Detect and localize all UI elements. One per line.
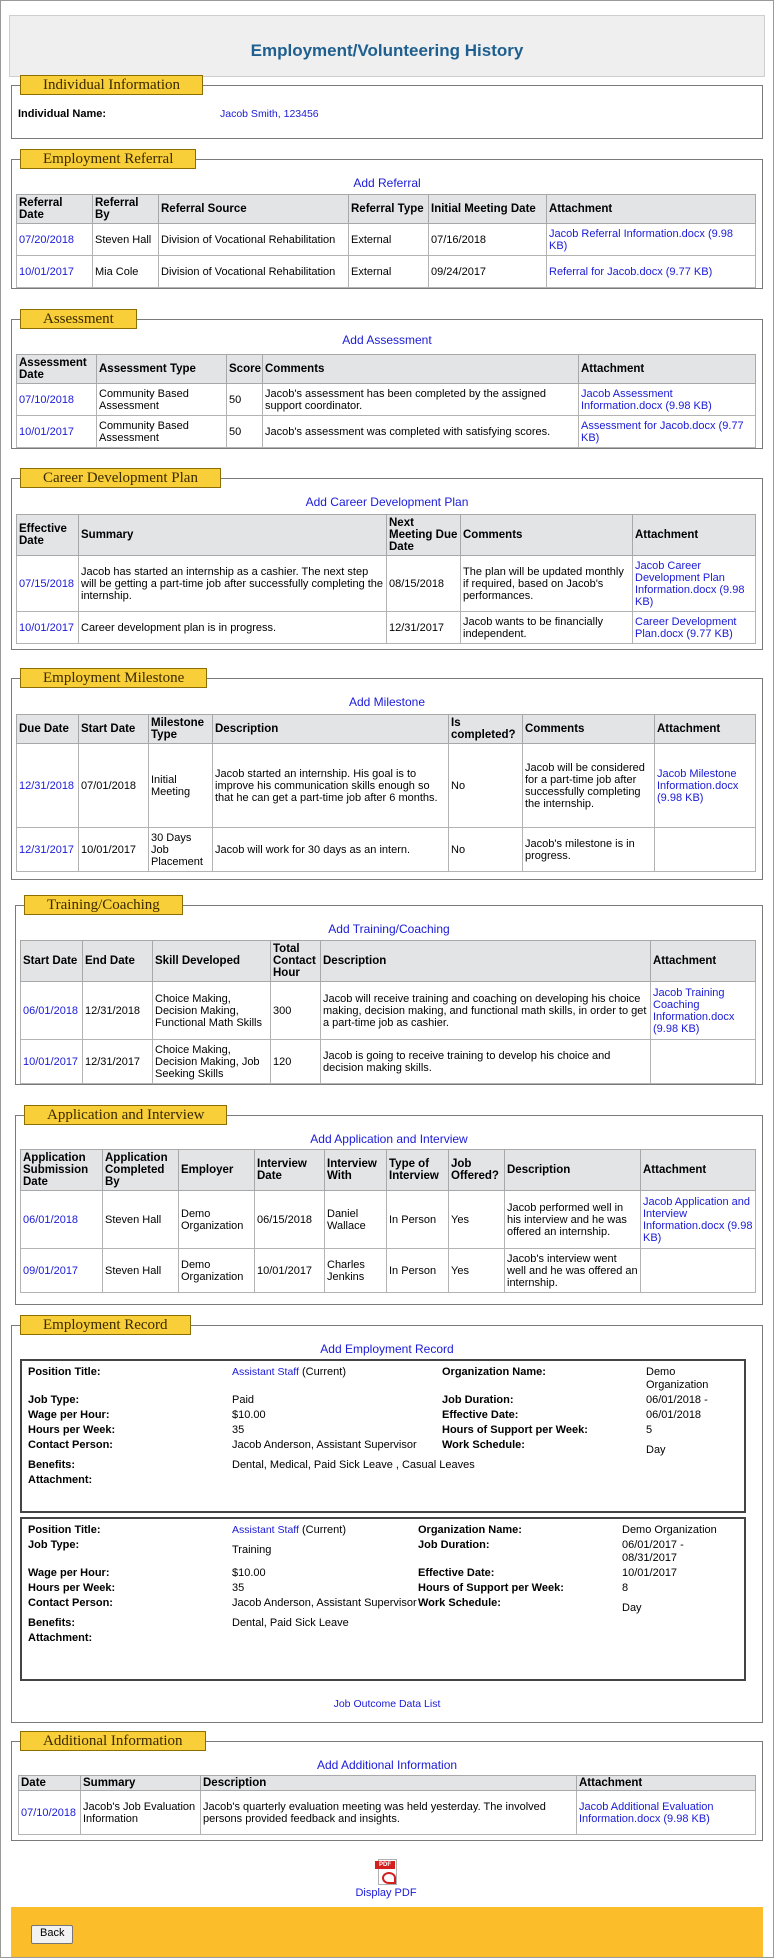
application-description: Jacob's interview went well and he was offered an internship.: [505, 1249, 641, 1293]
benefits-label: Benefits:: [28, 1617, 76, 1629]
milestone-due-link[interactable]: 12/31/2018: [17, 744, 79, 828]
milestone-completed: No: [449, 744, 523, 828]
support-label: Hours of Support per Week:: [418, 1582, 564, 1594]
application-header-attachment: Attachment: [641, 1150, 756, 1191]
career-header-date: Effective Date: [17, 515, 79, 556]
duration-value: 06/01/2017 - 08/31/2017: [622, 1539, 684, 1564]
footer-bar: [11, 1907, 763, 1957]
application-offered: Yes: [449, 1191, 505, 1249]
referral-source: Division of Vocational Rehabilitation: [159, 256, 349, 288]
training-table: [20, 940, 756, 1084]
milestone-start: 10/01/2017: [79, 828, 149, 872]
hours-label: Hours per Week:: [28, 1424, 116, 1436]
career-summary: Career development plan is in progress.: [79, 612, 387, 644]
pdf-icon: [375, 1859, 397, 1885]
assessment-date-link[interactable]: 10/01/2017: [17, 416, 97, 448]
contact-label: Contact Person:: [28, 1597, 113, 1609]
additional-attachment-link[interactable]: Jacob Additional Evaluation Information.docx (9.98 KB): [577, 1791, 756, 1835]
training-skill: Choice Making, Decision Making, Functional Math Skills: [153, 982, 271, 1040]
milestone-header-due: Due Date: [17, 715, 79, 744]
career-section: [11, 470, 763, 650]
assessment-table: [16, 354, 756, 448]
referral-legend: Employment Referral: [20, 149, 196, 169]
application-with: Charles Jenkins: [325, 1249, 387, 1293]
schedule-value: Day: [622, 1602, 642, 1614]
assessment-attachment-link[interactable]: Jacob Assessment Information.docx (9.98 KB): [579, 384, 756, 416]
assessment-header-date: Assessment Date: [17, 355, 97, 384]
training-hours: 120: [271, 1040, 321, 1084]
table-row: [21, 1191, 756, 1249]
milestone-due-link[interactable]: 12/31/2017: [17, 828, 79, 872]
assessment-score: 50: [227, 384, 263, 416]
org-label: Organization Name:: [418, 1524, 522, 1536]
milestone-comments: Jacob's milestone is in progress.: [523, 828, 655, 872]
training-end: 12/31/2018: [83, 982, 153, 1040]
career-comments: Jacob wants to be financially independent.: [461, 612, 633, 644]
application-header-with: Interview With: [325, 1150, 387, 1191]
assessment-comments: Jacob's assessment was completed with satisfying scores.: [263, 416, 579, 448]
career-header-comments: Comments: [461, 515, 633, 556]
employment-record-card: [20, 1517, 746, 1681]
add-employment-record-link[interactable]: Add Employment Record: [320, 1342, 454, 1356]
application-interview-date: 06/15/2018: [255, 1191, 325, 1249]
milestone-header-description: Description: [213, 715, 449, 744]
milestone-comments: Jacob will be considered for a part-time job after successfully completing the internship.: [523, 744, 655, 828]
training-section: [15, 897, 763, 1085]
job-type-label: Job Type:: [28, 1539, 80, 1551]
table-row: [17, 556, 756, 612]
application-date-link[interactable]: 09/01/2017: [21, 1249, 103, 1293]
application-with: Daniel Wallace: [325, 1191, 387, 1249]
application-section: [15, 1107, 763, 1305]
schedule-label: Work Schedule:: [418, 1597, 501, 1609]
application-date-link[interactable]: 06/01/2018: [21, 1191, 103, 1249]
career-legend: Career Development Plan: [20, 468, 221, 488]
add-career-plan-link[interactable]: Add Career Development Plan: [305, 495, 469, 509]
duration-label: Job Duration:: [418, 1539, 490, 1551]
assessment-comments: Jacob's assessment has been completed by the assigned support coordinator.: [263, 384, 579, 416]
milestone-attachment-link[interactable]: Jacob Milestone Information.docx (9.98 KB): [655, 744, 756, 828]
job-type-value: Paid: [232, 1394, 255, 1406]
application-type: In Person: [387, 1191, 449, 1249]
page-title: Employment/Volunteering History: [250, 41, 524, 60]
application-legend: Application and Interview: [24, 1105, 227, 1125]
table-row: [21, 1040, 756, 1084]
back-button[interactable]: Back: [31, 1925, 73, 1944]
referral-type: External: [349, 256, 429, 288]
current-badge: (Current): [302, 1524, 347, 1536]
duration-label: Job Duration:: [442, 1394, 514, 1406]
individual-section: [11, 77, 763, 139]
application-table: [20, 1149, 756, 1293]
org-label: Organization Name:: [442, 1366, 546, 1378]
hours-value: 35: [232, 1424, 245, 1436]
assessment-date-link[interactable]: 07/10/2018: [17, 384, 97, 416]
support-label: Hours of Support per Week:: [442, 1424, 588, 1436]
effective-label: Effective Date:: [442, 1409, 519, 1421]
display-pdf-button[interactable]: [351, 1859, 421, 1899]
assessment-type: Community Based Assessment: [97, 416, 227, 448]
employment-record-section: [11, 1317, 763, 1723]
training-description: Jacob will receive training and coaching on developing his choice making, decision making, and functional math skills, in order to get a part-time job as cashier.: [321, 982, 651, 1040]
additional-legend: Additional Information: [20, 1731, 206, 1751]
career-next-date: 08/15/2018: [387, 556, 461, 612]
application-header-employer: Employer: [179, 1150, 255, 1191]
referral-header-meeting: Initial Meeting Date: [429, 195, 547, 224]
benefits-value: Dental, Paid Sick Leave: [232, 1617, 349, 1629]
referral-header-source: Referral Source: [159, 195, 349, 224]
effective-label: Effective Date:: [418, 1567, 495, 1579]
training-header-start: Start Date: [21, 941, 83, 982]
additional-section: [11, 1733, 763, 1841]
career-date-link[interactable]: 07/15/2018: [17, 556, 79, 612]
table-row: [17, 612, 756, 644]
pdf-icon-text: PDF: [375, 1861, 395, 1869]
position-label: Position Title:: [28, 1524, 101, 1536]
application-by: Steven Hall: [103, 1249, 179, 1293]
career-next-date: 12/31/2017: [387, 612, 461, 644]
wage-label: Wage per Hour:: [28, 1409, 110, 1421]
referral-header-attachment: Attachment: [547, 195, 756, 224]
career-date-link[interactable]: 10/01/2017: [17, 612, 79, 644]
application-type: In Person: [387, 1249, 449, 1293]
support-value: 5: [646, 1424, 653, 1436]
application-header-interview-date: Interview Date: [255, 1150, 325, 1191]
hours-value: 35: [232, 1582, 245, 1594]
training-attachment-link[interactable]: [651, 1040, 756, 1084]
effective-value: 10/01/2017: [622, 1567, 678, 1579]
career-comments: The plan will be updated monthly if required, based on Jacob's performances.: [461, 556, 633, 612]
add-application-link[interactable]: Add Application and Interview: [310, 1132, 468, 1146]
additional-summary: Jacob's Job Evaluation Information: [81, 1791, 201, 1835]
milestone-completed: No: [449, 828, 523, 872]
table-row: [21, 1249, 756, 1293]
career-header-next: Next Meeting Due Date: [387, 515, 461, 556]
attachment-label: Attachment:: [28, 1632, 93, 1644]
additional-description: Jacob's quarterly evaluation meeting was held yesterday. The involved persons provided feedback and insights.: [201, 1791, 577, 1835]
training-legend: Training/Coaching: [24, 895, 183, 915]
contact-value: Jacob Anderson, Assistant Supervisor: [232, 1597, 417, 1609]
referral-by: Mia Cole: [93, 256, 159, 288]
individual-name-label: Individual Name:: [18, 108, 107, 120]
add-additional-info-link[interactable]: Add Additional Information: [316, 1758, 458, 1772]
application-header-by: Application Completed By: [103, 1150, 179, 1191]
training-description: Jacob is going to receive training to develop his choice and decision making skills.: [321, 1040, 651, 1084]
position-link[interactable]: Assistant Staff: [232, 1366, 299, 1378]
referral-section: [11, 151, 763, 289]
career-header-attachment: Attachment: [633, 515, 756, 556]
additional-header-date: Date: [19, 1776, 81, 1791]
training-header-skill: Skill Developed: [153, 941, 271, 982]
milestone-start: 07/01/2018: [79, 744, 149, 828]
application-header-offered: Job Offered?: [449, 1150, 505, 1191]
job-type-label: Job Type:: [28, 1394, 80, 1406]
referral-attachment-link[interactable]: Jacob Referral Information.docx (9.98 KB): [547, 224, 756, 256]
referral-date-link[interactable]: 07/20/2018: [17, 224, 93, 256]
application-header-date: Application Submission Date: [21, 1150, 103, 1191]
milestone-header-attachment: Attachment: [655, 715, 756, 744]
schedule-label: Work Schedule:: [442, 1439, 525, 1451]
application-by: Steven Hall: [103, 1191, 179, 1249]
duration-value: 06/01/2018 -: [646, 1394, 708, 1406]
milestone-attachment-link[interactable]: [655, 828, 756, 872]
application-offered: Yes: [449, 1249, 505, 1293]
individual-legend: Individual Information: [20, 75, 203, 95]
referral-header-date: Referral Date: [17, 195, 93, 224]
add-milestone-link[interactable]: Add Milestone: [348, 695, 426, 709]
hours-label: Hours per Week:: [28, 1582, 116, 1594]
table-row: [19, 1791, 756, 1835]
job-type-value: Training: [232, 1544, 272, 1556]
referral-attachment-link[interactable]: Referral for Jacob.docx (9.77 KB): [547, 256, 756, 288]
table-row: [17, 384, 756, 416]
application-employer: Demo Organization: [179, 1249, 255, 1293]
milestone-table: [16, 714, 756, 872]
career-attachment-link[interactable]: Career Development Plan.docx (9.77 KB): [633, 612, 756, 644]
assessment-type: Community Based Assessment: [97, 384, 227, 416]
career-summary: Jacob has started an internship as a cashier. The next step will be getting a part-time job after successfully completing the internship.: [79, 556, 387, 612]
referral-header-by: Referral By: [93, 195, 159, 224]
table-row: [17, 224, 756, 256]
wage-value: $10.00: [232, 1567, 266, 1579]
add-training-link[interactable]: Add Training/Coaching: [328, 922, 450, 936]
application-interview-date: 10/01/2017: [255, 1249, 325, 1293]
schedule-value: Day: [646, 1444, 666, 1456]
milestone-header-start: Start Date: [79, 715, 149, 744]
assessment-header-comments: Comments: [263, 355, 579, 384]
application-attachment-link[interactable]: [641, 1249, 756, 1293]
position-label: Position Title:: [28, 1366, 101, 1378]
current-badge: (Current): [302, 1366, 347, 1378]
referral-source: Division of Vocational Rehabilitation: [159, 224, 349, 256]
application-employer: Demo Organization: [179, 1191, 255, 1249]
assessment-header-type: Assessment Type: [97, 355, 227, 384]
referral-by: Steven Hall: [93, 224, 159, 256]
training-header-attachment: Attachment: [651, 941, 756, 982]
attachment-value: [232, 1473, 738, 1488]
training-hours: 300: [271, 982, 321, 1040]
milestone-header-comments: Comments: [523, 715, 655, 744]
assessment-section: [11, 311, 763, 449]
assessment-legend: Assessment: [20, 309, 137, 329]
milestone-type: Initial Meeting: [149, 744, 213, 828]
position-link[interactable]: Assistant Staff: [232, 1524, 299, 1536]
milestone-section: [11, 670, 763, 880]
org-value: Demo Organization: [622, 1524, 717, 1536]
additional-date-link[interactable]: 07/10/2018: [19, 1791, 81, 1835]
milestone-type: 30 Days Job Placement: [149, 828, 213, 872]
contact-value: Jacob Anderson, Assistant Supervisor: [232, 1439, 417, 1451]
org-value: Demo Organization: [646, 1366, 709, 1391]
table-row: [17, 828, 756, 872]
training-start-link[interactable]: 06/01/2018: [21, 982, 83, 1040]
milestone-description: Jacob will work for 30 days as an intern.: [213, 828, 449, 872]
employment-record-card: [20, 1359, 746, 1513]
add-referral-link[interactable]: Add Referral: [353, 176, 421, 190]
benefits-label: Benefits:: [28, 1459, 76, 1471]
additional-header-attachment: Attachment: [577, 1776, 756, 1791]
additional-header-summary: Summary: [81, 1776, 201, 1791]
add-assessment-link[interactable]: Add Assessment: [342, 333, 432, 347]
display-pdf-label: Display PDF: [355, 1887, 417, 1899]
support-value: 8: [622, 1582, 629, 1594]
assessment-attachment-link[interactable]: Assessment for Jacob.docx (9.77 KB): [579, 416, 756, 448]
career-attachment-link[interactable]: Jacob Career Development Plan Information.docx (9.98 KB): [633, 556, 756, 612]
table-row: [17, 256, 756, 288]
career-header-summary: Summary: [79, 515, 387, 556]
wage-value: $10.00: [232, 1409, 266, 1421]
effective-value: 06/01/2018: [646, 1409, 702, 1421]
training-attachment-link[interactable]: Jacob Training Coaching Information.docx (9.98 KB): [651, 982, 756, 1040]
additional-table: [18, 1775, 756, 1835]
milestone-description: Jacob started an internship. His goal is to improve his communication skills enough so that he can get a part-time job after 6 months.: [213, 744, 449, 828]
referral-meeting-date: 09/24/2017: [429, 256, 547, 288]
referral-header-type: Referral Type: [349, 195, 429, 224]
milestone-header-type: Milestone Type: [149, 715, 213, 744]
application-header-type: Type of Interview: [387, 1150, 449, 1191]
referral-table: [16, 194, 756, 288]
table-row: [17, 416, 756, 448]
application-description: Jacob performed well in his interview and he was offered an internship.: [505, 1191, 641, 1249]
employment-record-legend: Employment Record: [20, 1315, 191, 1335]
page-header: [9, 15, 765, 77]
table-row: [21, 982, 756, 1040]
application-header-description: Description: [505, 1150, 641, 1191]
referral-type: External: [349, 224, 429, 256]
additional-header-description: Description: [201, 1776, 577, 1791]
training-skill: Choice Making, Decision Making, Job Seeking Skills: [153, 1040, 271, 1084]
milestone-header-completed: Is completed?: [449, 715, 523, 744]
training-start-link[interactable]: 10/01/2017: [21, 1040, 83, 1084]
application-attachment-link[interactable]: Jacob Application and Interview Information.docx (9.98 KB): [641, 1191, 756, 1249]
training-header-description: Description: [321, 941, 651, 982]
job-outcome-link[interactable]: Job Outcome Data List: [333, 1698, 441, 1710]
attachment-value: [232, 1631, 738, 1646]
individual-name-link[interactable]: Jacob Smith, 123456: [220, 108, 319, 120]
training-header-end: End Date: [83, 941, 153, 982]
assessment-header-score: Score: [227, 355, 263, 384]
contact-label: Contact Person:: [28, 1439, 113, 1451]
benefits-value: Dental, Medical, Paid Sick Leave , Casual Leaves: [232, 1459, 475, 1471]
attachment-label: Attachment:: [28, 1474, 93, 1486]
wage-label: Wage per Hour:: [28, 1567, 110, 1579]
milestone-legend: Employment Milestone: [20, 668, 207, 688]
training-header-hours: Total Contact Hour: [271, 941, 321, 982]
training-end: 12/31/2017: [83, 1040, 153, 1084]
career-table: [16, 514, 756, 644]
referral-date-link[interactable]: 10/01/2017: [17, 256, 93, 288]
referral-meeting-date: 07/16/2018: [429, 224, 547, 256]
assessment-header-attachment: Attachment: [579, 355, 756, 384]
table-row: [17, 744, 756, 828]
assessment-score: 50: [227, 416, 263, 448]
